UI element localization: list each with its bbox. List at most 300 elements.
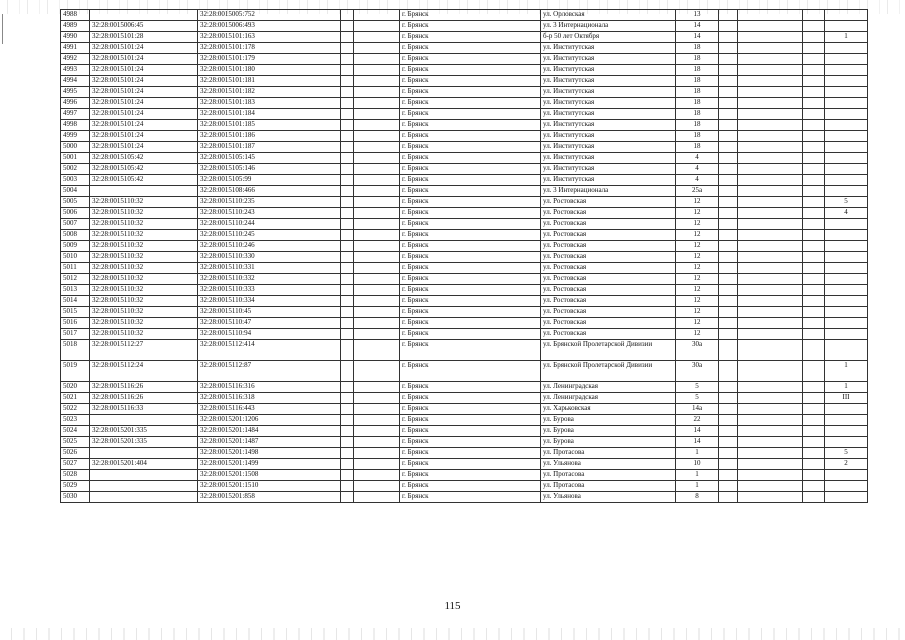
empty-cell bbox=[803, 43, 825, 54]
parent-cadastral-cell: 32:28:0015101:28 bbox=[90, 32, 198, 43]
row-number-cell: 5018 bbox=[61, 340, 90, 361]
row-number-cell: 5008 bbox=[61, 230, 90, 241]
empty-cell bbox=[719, 426, 738, 437]
parent-cadastral-cell: 32:28:0015116:33 bbox=[90, 404, 198, 415]
empty-cell bbox=[803, 252, 825, 263]
empty-cell bbox=[341, 241, 354, 252]
empty-cell bbox=[341, 426, 354, 437]
house-cell: 12 bbox=[676, 307, 719, 318]
house-cell: 12 bbox=[676, 329, 719, 340]
empty-cell bbox=[341, 131, 354, 142]
city-cell: г. Брянск bbox=[400, 459, 541, 470]
empty-cell bbox=[803, 382, 825, 393]
page-number: 115 bbox=[444, 600, 461, 612]
empty-cell bbox=[354, 459, 400, 470]
street-cell: ул. Институтская bbox=[541, 65, 676, 76]
cadastral-number-cell: 32:28:0015101:180 bbox=[198, 65, 341, 76]
parent-cadastral-cell: 32:28:0015110:32 bbox=[90, 329, 198, 340]
empty-cell bbox=[719, 219, 738, 230]
street-cell: ул. Институтская bbox=[541, 164, 676, 175]
table-row bbox=[61, 329, 868, 340]
empty-cell bbox=[341, 65, 354, 76]
empty-cell bbox=[719, 415, 738, 426]
empty-cell bbox=[803, 263, 825, 274]
house-cell: 12 bbox=[676, 208, 719, 219]
empty-cell bbox=[738, 415, 803, 426]
house-cell: 14 bbox=[676, 437, 719, 448]
cadastral-number-cell: 32:28:0015101:182 bbox=[198, 87, 341, 98]
empty-cell bbox=[719, 318, 738, 329]
house-cell: 4 bbox=[676, 164, 719, 175]
apartment-cell bbox=[825, 263, 868, 274]
table-row bbox=[61, 32, 868, 43]
house-cell: 18 bbox=[676, 109, 719, 120]
row-number-cell: 5003 bbox=[61, 175, 90, 186]
cadastral-number-cell: 32:28:0015110:331 bbox=[198, 263, 341, 274]
empty-cell bbox=[719, 274, 738, 285]
empty-cell bbox=[354, 329, 400, 340]
street-cell: ул. Бурова bbox=[541, 426, 676, 437]
cadastral-number-cell: 32:28:0015201:1487 bbox=[198, 437, 341, 448]
street-cell: ул. Ростовская bbox=[541, 329, 676, 340]
parent-cadastral-cell: 32:28:0015112:27 bbox=[90, 340, 198, 361]
street-cell: ул. Ростовская bbox=[541, 241, 676, 252]
apartment-cell: 1 bbox=[825, 361, 868, 382]
empty-cell bbox=[354, 415, 400, 426]
house-cell: 18 bbox=[676, 65, 719, 76]
empty-cell bbox=[719, 296, 738, 307]
house-cell: 12 bbox=[676, 318, 719, 329]
parent-cadastral-cell: 32:28:0015101:24 bbox=[90, 54, 198, 65]
city-cell: г. Брянск bbox=[400, 87, 541, 98]
parent-cadastral-cell: 32:28:0015101:24 bbox=[90, 120, 198, 131]
empty-cell bbox=[341, 470, 354, 481]
empty-cell bbox=[803, 10, 825, 21]
empty-cell bbox=[354, 54, 400, 65]
empty-cell bbox=[719, 448, 738, 459]
city-cell: г. Брянск bbox=[400, 470, 541, 481]
empty-cell bbox=[341, 274, 354, 285]
row-number-cell: 4999 bbox=[61, 131, 90, 142]
parent-cadastral-cell bbox=[90, 492, 198, 503]
empty-cell bbox=[354, 252, 400, 263]
empty-cell bbox=[341, 285, 354, 296]
street-cell: ул. Ростовская bbox=[541, 263, 676, 274]
house-cell: 18 bbox=[676, 120, 719, 131]
house-cell: 5 bbox=[676, 393, 719, 404]
cadastral-number-cell: 32:28:0015110:330 bbox=[198, 252, 341, 263]
city-cell: г. Брянск bbox=[400, 285, 541, 296]
cadastral-number-cell: 32:28:0015110:94 bbox=[198, 329, 341, 340]
empty-cell bbox=[354, 404, 400, 415]
street-cell: ул. Ростовская bbox=[541, 307, 676, 318]
empty-cell bbox=[719, 481, 738, 492]
cadastral-number-cell: 32:28:0015105:145 bbox=[198, 153, 341, 164]
row-number-cell: 4995 bbox=[61, 87, 90, 98]
parent-cadastral-cell: 32:28:0015006:45 bbox=[90, 21, 198, 32]
empty-cell bbox=[719, 208, 738, 219]
empty-cell bbox=[354, 382, 400, 393]
parent-cadastral-cell: 32:28:0015105:42 bbox=[90, 175, 198, 186]
empty-cell bbox=[354, 76, 400, 87]
table-row bbox=[61, 426, 868, 437]
cadastral-number-cell: 32:28:0015110:243 bbox=[198, 208, 341, 219]
cadastral-number-cell: 32:28:0015110:235 bbox=[198, 197, 341, 208]
street-cell: ул. Ростовская bbox=[541, 285, 676, 296]
row-number-cell: 5024 bbox=[61, 426, 90, 437]
table-row bbox=[61, 197, 868, 208]
parent-cadastral-cell: 32:28:0015116:26 bbox=[90, 393, 198, 404]
city-cell: г. Брянск bbox=[400, 437, 541, 448]
table-row bbox=[61, 208, 868, 219]
empty-cell bbox=[738, 470, 803, 481]
parent-cadastral-cell bbox=[90, 448, 198, 459]
city-cell: г. Брянск bbox=[400, 296, 541, 307]
cadastral-number-cell: 32:28:0015101:178 bbox=[198, 43, 341, 54]
empty-cell bbox=[738, 153, 803, 164]
apartment-cell bbox=[825, 470, 868, 481]
empty-cell bbox=[354, 65, 400, 76]
empty-cell bbox=[738, 361, 803, 382]
row-number-cell: 5004 bbox=[61, 186, 90, 197]
row-number-cell: 5026 bbox=[61, 448, 90, 459]
house-cell: 14 bbox=[676, 426, 719, 437]
street-cell: ул. Протасова bbox=[541, 481, 676, 492]
empty-cell bbox=[341, 382, 354, 393]
house-cell: 12 bbox=[676, 263, 719, 274]
city-cell: г. Брянск bbox=[400, 329, 541, 340]
empty-cell bbox=[738, 21, 803, 32]
house-cell: 4 bbox=[676, 153, 719, 164]
empty-cell bbox=[803, 241, 825, 252]
empty-cell bbox=[354, 109, 400, 120]
house-cell: 1 bbox=[676, 470, 719, 481]
city-cell: г. Брянск bbox=[400, 361, 541, 382]
street-cell: ул. Ленинградская bbox=[541, 382, 676, 393]
empty-cell bbox=[719, 197, 738, 208]
table-row bbox=[61, 43, 868, 54]
empty-cell bbox=[341, 142, 354, 153]
apartment-cell bbox=[825, 274, 868, 285]
empty-cell bbox=[341, 230, 354, 241]
street-cell: ул. Институтская bbox=[541, 175, 676, 186]
row-number-cell: 4989 bbox=[61, 21, 90, 32]
cadastral-number-cell: 32:28:0015006:493 bbox=[198, 21, 341, 32]
city-cell: г. Брянск bbox=[400, 54, 541, 65]
cadastral-number-cell: 32:28:0015201:1206 bbox=[198, 415, 341, 426]
empty-cell bbox=[738, 296, 803, 307]
parent-cadastral-cell: 32:28:0015110:32 bbox=[90, 307, 198, 318]
apartment-cell: 4 bbox=[825, 208, 868, 219]
street-cell: ул. Институтская bbox=[541, 109, 676, 120]
row-number-cell: 5015 bbox=[61, 307, 90, 318]
table-row bbox=[61, 219, 868, 230]
house-cell: 18 bbox=[676, 54, 719, 65]
empty-cell bbox=[719, 65, 738, 76]
empty-cell bbox=[719, 241, 738, 252]
city-cell: г. Брянск bbox=[400, 318, 541, 329]
city-cell: г. Брянск bbox=[400, 208, 541, 219]
city-cell: г. Брянск bbox=[400, 219, 541, 230]
table-row bbox=[61, 186, 868, 197]
table-row bbox=[61, 54, 868, 65]
empty-cell bbox=[341, 318, 354, 329]
street-cell: ул. Бурова bbox=[541, 415, 676, 426]
parent-cadastral-cell: 32:28:0015201:335 bbox=[90, 426, 198, 437]
parent-cadastral-cell: 32:28:0015110:32 bbox=[90, 263, 198, 274]
empty-cell bbox=[354, 426, 400, 437]
table-row bbox=[61, 65, 868, 76]
empty-cell bbox=[354, 274, 400, 285]
empty-cell bbox=[803, 426, 825, 437]
cadastral-number-cell: 32:28:0015101:181 bbox=[198, 76, 341, 87]
empty-cell bbox=[719, 470, 738, 481]
city-cell: г. Брянск bbox=[400, 175, 541, 186]
row-number-cell: 4994 bbox=[61, 76, 90, 87]
empty-cell bbox=[803, 197, 825, 208]
apartment-cell bbox=[825, 120, 868, 131]
parent-cadastral-cell bbox=[90, 415, 198, 426]
empty-cell bbox=[738, 404, 803, 415]
row-number-cell: 5017 bbox=[61, 329, 90, 340]
apartment-cell bbox=[825, 437, 868, 448]
empty-cell bbox=[354, 285, 400, 296]
empty-cell bbox=[738, 285, 803, 296]
city-cell: г. Брянск bbox=[400, 448, 541, 459]
empty-cell bbox=[341, 10, 354, 21]
street-cell: ул. Протасова bbox=[541, 470, 676, 481]
table-row bbox=[61, 448, 868, 459]
house-cell: 13 bbox=[676, 10, 719, 21]
house-cell: 10 bbox=[676, 459, 719, 470]
street-cell: ул. 3 Интернационала bbox=[541, 186, 676, 197]
empty-cell bbox=[738, 164, 803, 175]
cadastral-number-cell: 32:28:0015110:332 bbox=[198, 274, 341, 285]
empty-cell bbox=[803, 361, 825, 382]
empty-cell bbox=[341, 459, 354, 470]
row-number-cell: 5016 bbox=[61, 318, 90, 329]
street-cell: ул. Ростовская bbox=[541, 219, 676, 230]
empty-cell bbox=[719, 252, 738, 263]
cadastral-number-cell: 32:28:0015101:163 bbox=[198, 32, 341, 43]
parent-cadastral-cell: 32:28:0015101:24 bbox=[90, 131, 198, 142]
parent-cadastral-cell: 32:28:0015101:24 bbox=[90, 87, 198, 98]
house-cell: 18 bbox=[676, 43, 719, 54]
empty-cell bbox=[803, 318, 825, 329]
table-row bbox=[61, 492, 868, 503]
street-cell: ул. Ростовская bbox=[541, 208, 676, 219]
city-cell: г. Брянск bbox=[400, 382, 541, 393]
table-row bbox=[61, 361, 868, 382]
table-row bbox=[61, 437, 868, 448]
row-number-cell: 5012 bbox=[61, 274, 90, 285]
parent-cadastral-cell bbox=[90, 470, 198, 481]
empty-cell bbox=[738, 54, 803, 65]
empty-cell bbox=[803, 404, 825, 415]
street-cell: ул. Протасова bbox=[541, 448, 676, 459]
empty-cell bbox=[738, 208, 803, 219]
empty-cell bbox=[719, 142, 738, 153]
table-row bbox=[61, 131, 868, 142]
empty-cell bbox=[341, 120, 354, 131]
apartment-cell bbox=[825, 219, 868, 230]
city-cell: г. Брянск bbox=[400, 186, 541, 197]
street-cell: ул. Институтская bbox=[541, 43, 676, 54]
empty-cell bbox=[354, 208, 400, 219]
row-number-cell: 4998 bbox=[61, 120, 90, 131]
empty-cell bbox=[719, 230, 738, 241]
empty-cell bbox=[803, 296, 825, 307]
empty-cell bbox=[803, 208, 825, 219]
row-number-cell: 5006 bbox=[61, 208, 90, 219]
empty-cell bbox=[719, 153, 738, 164]
empty-cell bbox=[738, 10, 803, 21]
parent-cadastral-cell: 32:28:0015116:26 bbox=[90, 382, 198, 393]
street-cell: ул. Институтская bbox=[541, 120, 676, 131]
empty-cell bbox=[341, 263, 354, 274]
row-number-cell: 5001 bbox=[61, 153, 90, 164]
cadastral-number-cell: 32:28:0015112:87 bbox=[198, 361, 341, 382]
street-cell: ул. Ростовская bbox=[541, 252, 676, 263]
parent-cadastral-cell: 32:28:0015201:404 bbox=[90, 459, 198, 470]
table-row bbox=[61, 470, 868, 481]
empty-cell bbox=[354, 307, 400, 318]
house-cell: 18 bbox=[676, 76, 719, 87]
street-cell: ул. Брянской Пролетарской Дивизии bbox=[541, 340, 676, 361]
empty-cell bbox=[354, 142, 400, 153]
apartment-cell bbox=[825, 404, 868, 415]
street-cell: ул. Институтская bbox=[541, 54, 676, 65]
apartment-cell bbox=[825, 142, 868, 153]
cadastral-number-cell: 32:28:0015112:414 bbox=[198, 340, 341, 361]
empty-cell bbox=[738, 219, 803, 230]
parent-cadastral-cell: 32:28:0015110:32 bbox=[90, 274, 198, 285]
apartment-cell: 1 bbox=[825, 382, 868, 393]
parent-cadastral-cell: 32:28:0015110:32 bbox=[90, 219, 198, 230]
row-number-cell: 4992 bbox=[61, 54, 90, 65]
empty-cell bbox=[354, 361, 400, 382]
street-cell: ул. Институтская bbox=[541, 87, 676, 98]
table-row bbox=[61, 393, 868, 404]
apartment-cell bbox=[825, 318, 868, 329]
cadastral-number-cell: 32:28:0015105:99 bbox=[198, 175, 341, 186]
empty-cell bbox=[341, 21, 354, 32]
empty-cell bbox=[719, 263, 738, 274]
city-cell: г. Брянск bbox=[400, 415, 541, 426]
empty-cell bbox=[341, 448, 354, 459]
city-cell: г. Брянск bbox=[400, 263, 541, 274]
empty-cell bbox=[803, 285, 825, 296]
empty-cell bbox=[803, 329, 825, 340]
table-row bbox=[61, 340, 868, 361]
parent-cadastral-cell bbox=[90, 186, 198, 197]
empty-cell bbox=[719, 164, 738, 175]
scan-left-rule bbox=[2, 14, 3, 44]
row-number-cell: 5020 bbox=[61, 382, 90, 393]
empty-cell bbox=[341, 87, 354, 98]
empty-cell bbox=[719, 54, 738, 65]
row-number-cell: 5002 bbox=[61, 164, 90, 175]
row-number-cell: 4990 bbox=[61, 32, 90, 43]
empty-cell bbox=[341, 197, 354, 208]
empty-cell bbox=[341, 76, 354, 87]
empty-cell bbox=[354, 318, 400, 329]
table-row bbox=[61, 307, 868, 318]
empty-cell bbox=[803, 98, 825, 109]
street-cell: б-р 50 лет Октября bbox=[541, 32, 676, 43]
empty-cell bbox=[738, 142, 803, 153]
city-cell: г. Брянск bbox=[400, 120, 541, 131]
empty-cell bbox=[803, 32, 825, 43]
apartment-cell bbox=[825, 340, 868, 361]
apartment-cell: 2 bbox=[825, 459, 868, 470]
parent-cadastral-cell: 32:28:0015101:24 bbox=[90, 65, 198, 76]
house-cell: 18 bbox=[676, 98, 719, 109]
table-row bbox=[61, 481, 868, 492]
row-number-cell: 5025 bbox=[61, 437, 90, 448]
empty-cell bbox=[719, 76, 738, 87]
row-number-cell: 5014 bbox=[61, 296, 90, 307]
empty-cell bbox=[738, 329, 803, 340]
empty-cell bbox=[341, 186, 354, 197]
empty-cell bbox=[354, 21, 400, 32]
house-cell: 12 bbox=[676, 219, 719, 230]
empty-cell bbox=[738, 32, 803, 43]
table-row bbox=[61, 285, 868, 296]
empty-cell bbox=[719, 175, 738, 186]
row-number-cell: 4991 bbox=[61, 43, 90, 54]
empty-cell bbox=[803, 65, 825, 76]
table-row bbox=[61, 382, 868, 393]
parent-cadastral-cell: 32:28:0015110:32 bbox=[90, 285, 198, 296]
house-cell: 25а bbox=[676, 186, 719, 197]
row-number-cell: 5010 bbox=[61, 252, 90, 263]
city-cell: г. Брянск bbox=[400, 153, 541, 164]
empty-cell bbox=[738, 175, 803, 186]
house-cell: 18 bbox=[676, 142, 719, 153]
apartment-cell bbox=[825, 285, 868, 296]
empty-cell bbox=[354, 87, 400, 98]
table-row bbox=[61, 76, 868, 87]
city-cell: г. Брянск bbox=[400, 10, 541, 21]
empty-cell bbox=[719, 437, 738, 448]
house-cell: 1 bbox=[676, 481, 719, 492]
empty-cell bbox=[738, 120, 803, 131]
table-row bbox=[61, 98, 868, 109]
empty-cell bbox=[341, 437, 354, 448]
apartment-cell bbox=[825, 230, 868, 241]
parent-cadastral-cell: 32:28:0015105:42 bbox=[90, 164, 198, 175]
scan-noise-bottom bbox=[0, 628, 905, 640]
empty-cell bbox=[354, 393, 400, 404]
apartment-cell bbox=[825, 98, 868, 109]
city-cell: г. Брянск bbox=[400, 76, 541, 87]
row-number-cell: 4993 bbox=[61, 65, 90, 76]
empty-cell bbox=[354, 448, 400, 459]
cadastral-number-cell: 32:28:0015005:752 bbox=[198, 10, 341, 21]
apartment-cell bbox=[825, 415, 868, 426]
cadastral-number-cell: 32:28:0015110:334 bbox=[198, 296, 341, 307]
parent-cadastral-cell: 32:28:0015110:32 bbox=[90, 230, 198, 241]
empty-cell bbox=[803, 21, 825, 32]
street-cell: ул. Ростовская bbox=[541, 274, 676, 285]
empty-cell bbox=[738, 448, 803, 459]
house-cell: 18 bbox=[676, 87, 719, 98]
empty-cell bbox=[354, 481, 400, 492]
apartment-cell bbox=[825, 296, 868, 307]
row-number-cell: 4988 bbox=[61, 10, 90, 21]
table-row bbox=[61, 142, 868, 153]
